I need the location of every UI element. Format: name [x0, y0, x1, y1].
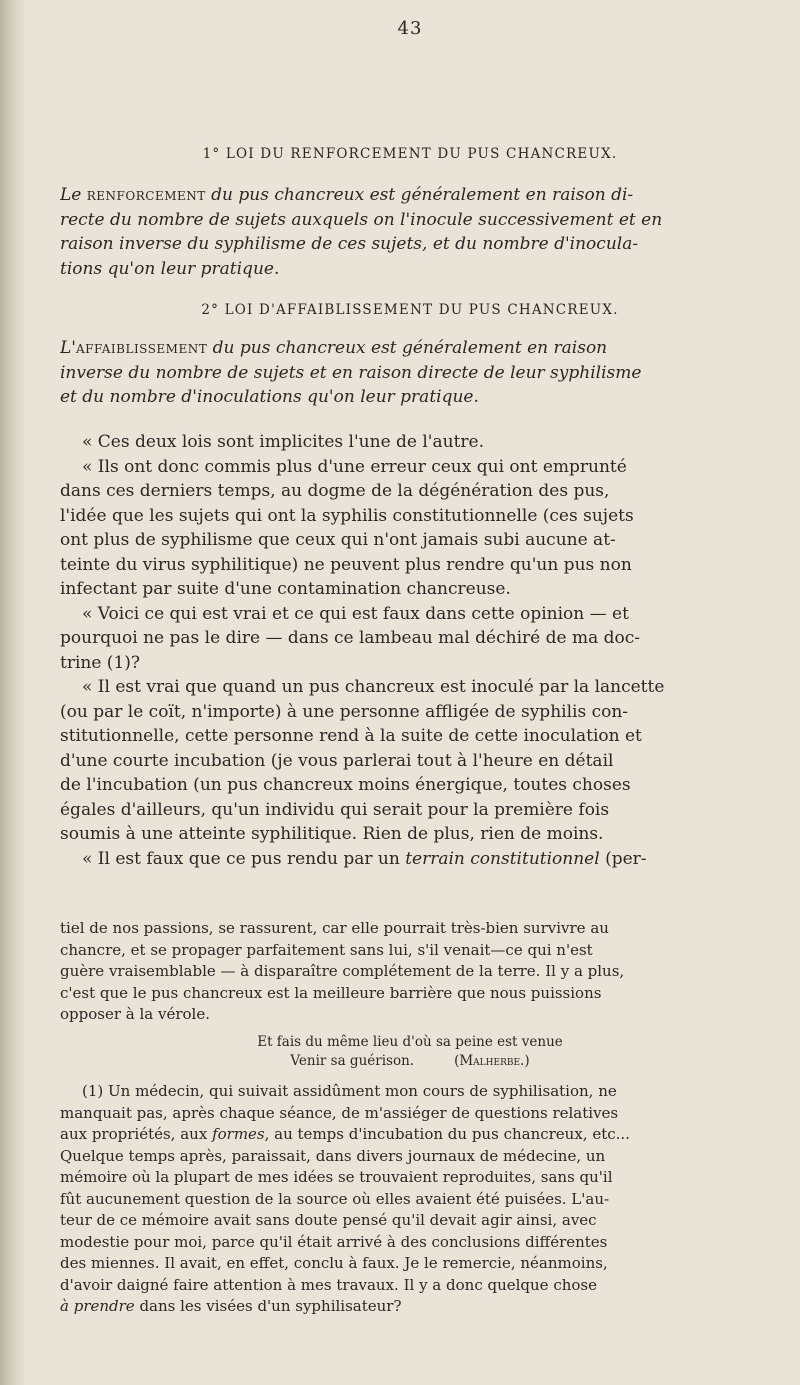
verse-quotation	[60, 1033, 760, 1071]
page-binding-edge	[0, 0, 24, 1385]
main-body-text	[60, 430, 760, 871]
emphasis-formes: formes	[212, 1125, 265, 1143]
body-line: stitutionnelle, cette personne rend à la suite de cette inoculation et	[60, 726, 642, 746]
body-line: « Voici ce qui est vrai et ce qui est faux dans cette opinion — et	[82, 603, 629, 624]
body-line: dans ces derniers temps, au dogme de la dégénération des pus,	[60, 481, 610, 501]
law-1-paragraph	[60, 183, 760, 281]
body-line: soumis à une atteinte syphilitique. Rien de plus, rien de moins.	[60, 824, 604, 844]
law-2-paragraph	[60, 336, 760, 410]
note-line: guère vraisemblable — à disparaître complétement de la terre. Il y a plus,	[60, 962, 625, 980]
footnote-line: fût aucunement question de la source où elles avaient été puisées. L'au-	[60, 1189, 610, 1208]
footnote-line: d'avoir daigné faire attention à mes travaux. Il y a donc quelque chose	[60, 1275, 597, 1294]
footnote-1	[60, 1081, 760, 1318]
law-2-line-2: inverse du nombre de sujets et en raison directe de leur syphilisme	[60, 362, 642, 383]
body-line: trine (1)?	[60, 652, 141, 673]
body-line: « Il est faux que ce pus rendu par un terrain constitutionnel (per-	[82, 848, 647, 869]
verse-line-1: Et fais du même lieu d'où sa peine est venue	[257, 1034, 563, 1050]
page-number: 43	[397, 18, 423, 39]
footnote-line: (1) Un médecin, qui suivait assidûment mon cours de syphilisation, ne	[82, 1082, 617, 1100]
body-line: l'idée que les sujets qui ont la syphilis constitutionnelle (ces sujets	[60, 505, 634, 526]
footnote-line: aux propriétés, aux formes, au temps d'incubation du pus chancreux, etc...	[60, 1125, 630, 1143]
verse-author: (Malherbe.)	[454, 1053, 530, 1069]
footnote-line: mémoire où la plupart de mes idées se trouvaient reproduites, sans qu'il	[60, 1168, 613, 1186]
section-2-heading: 2° LOI D'AFFAIBLISSEMENT DU PUS CHANCREUX.	[201, 302, 619, 318]
note-line: c'est que le pus chancreux est la meilleure barrière que nous puissions	[60, 983, 602, 1002]
law-2-line-1: L'affaiblissement du pus chancreux est généralement en raison	[60, 338, 608, 358]
law-1-line-1: Le renforcement du pus chancreux est généralement en raison di-	[60, 185, 634, 205]
body-line: teinte du virus syphilitique) ne peuvent plus rendre qu'un pus non	[60, 554, 632, 575]
body-line: (ou par le coït, n'importe) à une personne affligée de syphilis con-	[60, 701, 629, 722]
footnote-line: teur de ce mémoire avait sans doute pensé qu'il devait agir ainsi, avec	[60, 1211, 597, 1229]
footnote-line: Quelque temps après, paraissait, dans divers journaux de médecine, un	[60, 1146, 606, 1165]
footnote-line: manquait pas, après chaque séance, de m'assiéger de questions relatives	[60, 1103, 619, 1122]
footnote-line: des miennes. Il avait, en effet, conclu à faux. Je le remercie, néanmoins,	[60, 1254, 608, 1272]
body-line: de l'incubation (un pus chancreux moins énergique, toutes choses	[60, 775, 631, 795]
body-line: « Ces deux lois sont implicites l'une de l'autre.	[82, 432, 484, 452]
note-line: chancre, et se propager parfaitement sans lui, s'il venait—ce qui n'est	[60, 940, 593, 959]
note-line: opposer à la vérole.	[60, 1005, 210, 1023]
emphasis-a-prendre: à prendre	[60, 1297, 135, 1315]
body-line: « Ils ont donc commis plus d'une erreur ceux qui ont emprunté	[82, 456, 627, 477]
law-2-line-3: et du nombre d'inoculations qu'on leur pratique.	[60, 387, 479, 407]
section-1-heading: 1° LOI DU RENFORCEMENT DU PUS CHANCREUX.	[202, 146, 618, 162]
law-1-line-4: tions qu'on leur pratique.	[60, 258, 280, 279]
body-line: infectant par suite d'une contamination chancreuse.	[60, 579, 511, 599]
verse-line-2: Venir sa guérison. (Malherbe.)	[290, 1053, 530, 1069]
body-line: égales d'ailleurs, qu'un individu qui serait pour la première fois	[60, 799, 610, 820]
body-line: « Il est vrai que quand un pus chancreux est inoculé par la lancette	[82, 677, 665, 697]
law-1-line-2: recte du nombre de sujets auxquels on l'inocule successivement et en	[60, 209, 663, 230]
footnote-line: à prendre dans les visées d'un syphilisateur?	[60, 1297, 402, 1315]
emphasis-terrain: terrain constitutionnel	[405, 848, 600, 869]
law-1-line-3: raison inverse du syphilisme de ces sujets, et du nombre d'inocula-	[60, 234, 639, 254]
body-line: ont plus de syphilisme que ceux qui n'ont jamais subi aucune at-	[60, 530, 616, 550]
body-line: d'une courte incubation (je vous parlerai tout à l'heure en détail	[60, 750, 614, 771]
footnote-line: modestie pour moi, parce qu'il était arrivé à des conclusions différentes	[60, 1232, 608, 1251]
note-line: tiel de nos passions, se rassurent, car elle pourrait très-bien survivre au	[60, 919, 609, 937]
continued-note-text	[60, 918, 760, 1026]
body-line: pourquoi ne pas le dire — dans ce lambeau mal déchiré de ma doc-	[60, 628, 641, 648]
